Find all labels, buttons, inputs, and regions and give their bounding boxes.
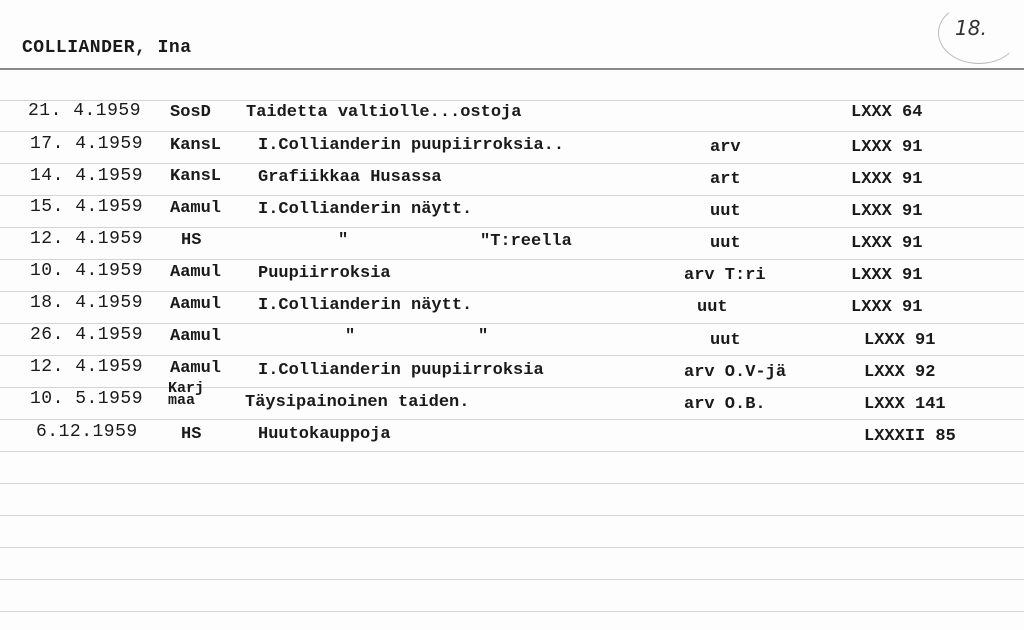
row-source bbox=[168, 380, 205, 409]
ruled-line bbox=[0, 451, 1024, 452]
row-ref: LXXX 92 bbox=[864, 363, 936, 382]
row-source: Aamul bbox=[170, 263, 222, 282]
header-rule bbox=[0, 68, 1024, 70]
ruled-line bbox=[0, 227, 1024, 228]
ruled-line bbox=[0, 419, 1024, 420]
row-ref: LXXX 91 bbox=[851, 202, 923, 221]
ruled-line bbox=[0, 515, 1024, 516]
row-ref: LXXX 91 bbox=[851, 170, 923, 189]
row-source: Aamul bbox=[170, 327, 222, 346]
ruled-line bbox=[0, 579, 1024, 580]
ruled-line bbox=[0, 291, 1024, 292]
row-title: I.Collianderin näytt. bbox=[258, 296, 473, 315]
row-type: uut bbox=[710, 331, 741, 350]
row-source-line: Karj bbox=[168, 380, 205, 397]
row-title: I.Collianderin näytt. bbox=[258, 200, 473, 219]
row-ref: LXXX 91 bbox=[851, 266, 923, 285]
row-title: " bbox=[338, 231, 349, 250]
ruled-line bbox=[0, 611, 1024, 612]
ruled-line bbox=[0, 547, 1024, 548]
row-source: KansL bbox=[170, 136, 222, 155]
row-title: Puupiirroksia bbox=[258, 264, 391, 283]
row-date: 15. 4.1959 bbox=[30, 197, 144, 217]
card-number: 18. bbox=[955, 16, 987, 40]
row-ref: LXXX 91 bbox=[851, 298, 923, 317]
row-date: 26. 4.1959 bbox=[30, 325, 144, 345]
row-source: HS bbox=[181, 425, 202, 444]
row-date: 10. 4.1959 bbox=[30, 261, 144, 281]
row-type: uut bbox=[710, 234, 741, 253]
row-source: HS bbox=[181, 231, 202, 250]
row-title-continued: " bbox=[478, 327, 489, 346]
card-title: COLLIANDER, Ina bbox=[22, 38, 192, 58]
row-title: I.Collianderin puupiirroksia bbox=[258, 361, 544, 380]
row-source-line: maa bbox=[168, 392, 196, 409]
row-ref: LXXXII 85 bbox=[864, 427, 956, 446]
row-ref: LXXX 141 bbox=[864, 395, 946, 414]
row-source: SosD bbox=[170, 103, 211, 122]
row-type: arv O.V-jä bbox=[684, 363, 787, 382]
row-date: 14. 4.1959 bbox=[30, 166, 144, 186]
row-ref: LXXX 91 bbox=[851, 138, 923, 157]
row-title: Grafiikkaa Husassa bbox=[258, 168, 442, 187]
row-source: Aamul bbox=[170, 199, 222, 218]
row-title: Huutokauppoja bbox=[258, 425, 391, 444]
row-type: uut bbox=[710, 202, 741, 221]
row-date: 17. 4.1959 bbox=[30, 134, 144, 154]
ruled-line bbox=[0, 259, 1024, 260]
row-date: 12. 4.1959 bbox=[30, 229, 144, 249]
row-type: arv bbox=[710, 138, 741, 157]
ruled-line bbox=[0, 163, 1024, 164]
row-type: art bbox=[710, 170, 741, 189]
row-ref: LXXX 91 bbox=[851, 234, 923, 253]
row-date: 21. 4.1959 bbox=[28, 101, 142, 121]
row-source: KansL bbox=[170, 167, 222, 186]
ruled-line bbox=[0, 355, 1024, 356]
row-source: Aamul bbox=[170, 295, 222, 314]
row-date: 10. 5.1959 bbox=[30, 389, 144, 409]
row-date: 18. 4.1959 bbox=[30, 293, 144, 313]
ruled-line bbox=[0, 483, 1024, 484]
ruled-line bbox=[0, 195, 1024, 196]
row-source: Aamul bbox=[170, 359, 222, 378]
row-title-continued: "T:reella bbox=[480, 232, 572, 251]
ruled-line bbox=[0, 100, 1024, 101]
row-title: Taidetta valtiolle...ostoja bbox=[246, 103, 522, 122]
row-ref: LXXX 91 bbox=[864, 331, 936, 350]
ruled-line bbox=[0, 323, 1024, 324]
row-title: Täysipainoinen taiden. bbox=[245, 393, 470, 412]
row-type: arv O.B. bbox=[684, 395, 766, 414]
ruled-line bbox=[0, 131, 1024, 132]
ruled-line bbox=[0, 387, 1024, 388]
row-title: " bbox=[345, 327, 356, 346]
row-type: arv T:ri bbox=[684, 266, 766, 285]
row-date: 6.12.1959 bbox=[36, 422, 138, 442]
row-date: 12. 4.1959 bbox=[30, 357, 144, 377]
row-ref: LXXX 64 bbox=[851, 103, 923, 122]
row-type: uut bbox=[697, 298, 728, 317]
row-title: I.Collianderin puupiirroksia.. bbox=[258, 136, 565, 155]
